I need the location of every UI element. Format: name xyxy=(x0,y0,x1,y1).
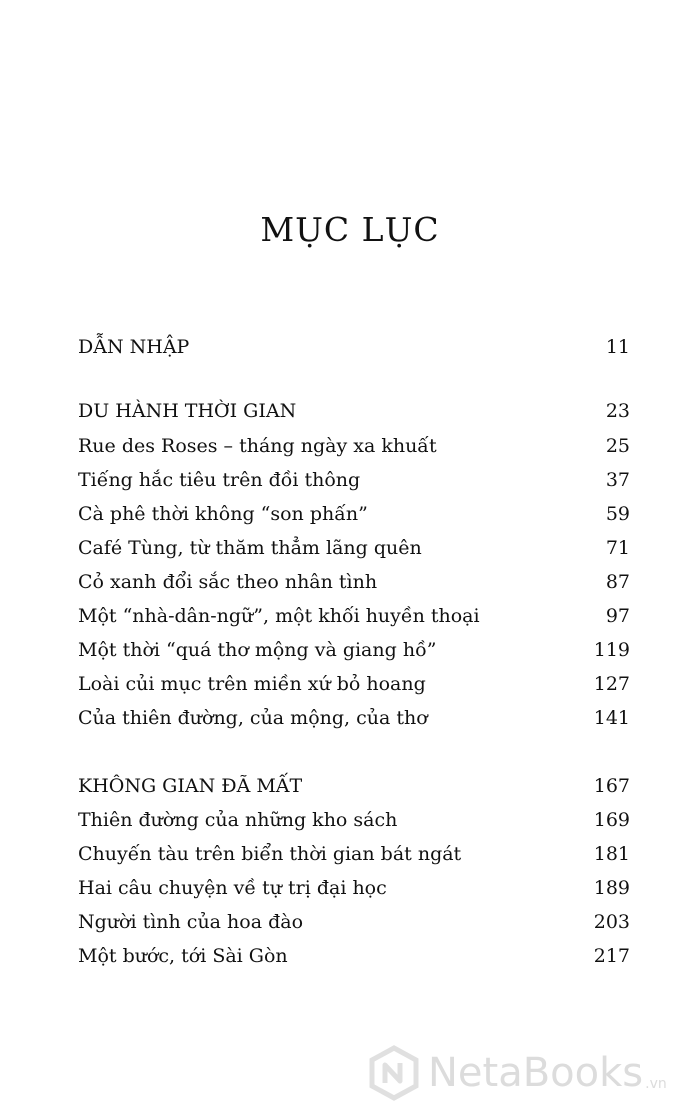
toc-entry-page: 203 xyxy=(593,911,630,933)
toc-entry xyxy=(78,435,630,467)
toc-entry-page: 71 xyxy=(605,537,630,559)
toc-entry-page: 25 xyxy=(605,435,630,457)
watermark-brand: NetaBooks xyxy=(428,1050,644,1096)
toc-entry-label: Một “nhà-dân-ngữ”, một khối huyền thoại xyxy=(78,605,480,627)
toc-entry-page: 127 xyxy=(593,673,630,695)
toc-entry-label: Tiếng hắc tiêu trên đồi thông xyxy=(78,469,361,491)
toc-entry xyxy=(78,537,630,569)
toc-entry-page: 23 xyxy=(605,400,630,422)
toc-entry-section xyxy=(78,775,630,807)
toc-entry-label: Café Tùng, từ thăm thẳm lãng quên xyxy=(78,537,422,559)
toc-entry xyxy=(78,605,630,637)
toc-entry-label: Rue des Roses – tháng ngày xa khuất xyxy=(78,435,437,457)
toc-entry-page: 97 xyxy=(605,605,630,627)
toc-entry-label: DẪN NHẬP xyxy=(78,336,190,358)
toc-entry-page: 37 xyxy=(605,469,630,491)
toc-entry-page: 59 xyxy=(605,503,630,525)
toc-entry xyxy=(78,469,630,501)
watermark-suffix: .vn xyxy=(645,1076,667,1092)
toc-title: MỤC LỤC xyxy=(260,210,440,249)
toc-entry-page: 141 xyxy=(593,707,630,729)
toc-entry-label: Cỏ xanh đổi sắc theo nhân tình xyxy=(78,571,378,593)
toc-entry-page: 189 xyxy=(593,877,630,899)
toc-entry-page: 167 xyxy=(593,775,630,797)
toc-entry-label: Thiên đường của những kho sách xyxy=(78,809,398,831)
toc-entry xyxy=(78,503,630,535)
toc-entry xyxy=(78,843,630,875)
toc-entry-label: Một bước, tới Sài Gòn xyxy=(78,945,288,967)
toc-entry-label: Hai câu chuyện về tự trị đại học xyxy=(78,877,387,899)
toc-entry-page: 119 xyxy=(593,639,630,661)
toc-entry-page: 217 xyxy=(593,945,630,967)
toc-entry-page: 11 xyxy=(605,336,630,358)
toc-entry-page: 169 xyxy=(593,809,630,831)
toc-entry xyxy=(78,639,630,671)
toc-entry xyxy=(78,673,630,705)
toc-entry xyxy=(78,945,630,977)
toc-entry-label: Loài củi mục trên miền xứ bỏ hoang xyxy=(78,673,426,695)
toc-entry xyxy=(78,571,630,603)
toc-entry-section xyxy=(78,336,630,368)
netabooks-watermark xyxy=(366,1042,667,1104)
toc-entry-section xyxy=(78,400,630,432)
toc-entry-label: Cà phê thời không “son phấn” xyxy=(78,503,368,525)
toc-entry xyxy=(78,911,630,943)
toc-entry-page: 87 xyxy=(605,571,630,593)
toc-entry xyxy=(78,707,630,739)
toc-entry-label: KHÔNG GIAN ĐÃ MẤT xyxy=(78,775,303,797)
toc-entry-label: Chuyến tàu trên biển thời gian bát ngát xyxy=(78,843,462,865)
toc-entry xyxy=(78,877,630,909)
toc-entry-label: Một thời “quá thơ mộng và giang hồ” xyxy=(78,639,437,661)
toc-entry-label: Người tình của hoa đào xyxy=(78,911,304,933)
toc-entry-label: DU HÀNH THỜI GIAN xyxy=(78,400,297,422)
toc-entry-page: 181 xyxy=(593,843,630,865)
toc-entry xyxy=(78,809,630,841)
netabooks-logo-icon xyxy=(366,1045,422,1101)
toc-entry-label: Của thiên đường, của mộng, của thơ xyxy=(78,707,428,729)
